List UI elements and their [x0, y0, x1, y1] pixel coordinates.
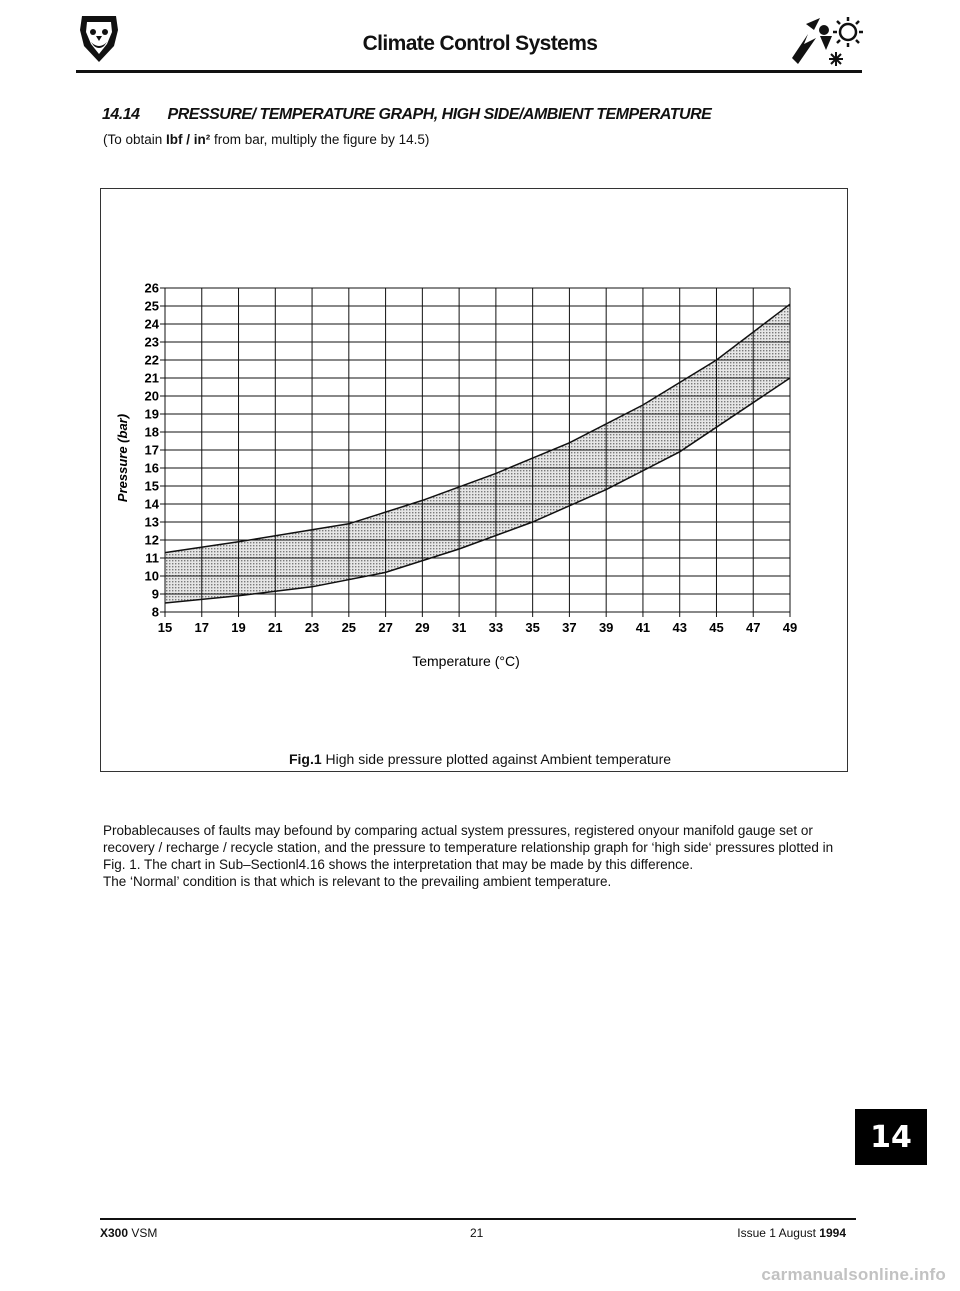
y-tick-label: 17	[144, 442, 159, 458]
pressure-temperature-chart	[100, 188, 848, 772]
y-tick-label: 9	[151, 586, 159, 602]
y-tick-label: 13	[144, 514, 159, 530]
y-tick-label: 10	[144, 568, 159, 584]
x-tick-label: 15	[157, 620, 173, 635]
conversion-note-after: from bar, multiply the figure by 14.5)	[210, 132, 430, 147]
chapter-tab: 14	[855, 1109, 927, 1165]
x-tick-label: 21	[268, 620, 283, 635]
y-tick-label: 22	[144, 352, 159, 368]
x-tick-label: 47	[746, 620, 761, 635]
y-tick-label: 24	[144, 316, 159, 332]
header-rule	[76, 70, 862, 73]
figure-label: Fig.1	[288, 751, 322, 767]
y-tick-label: 15	[144, 478, 159, 494]
x-tick-label: 43	[672, 620, 687, 635]
x-tick-label: 27	[378, 620, 393, 635]
conversion-note-before: (To obtain	[103, 132, 167, 147]
x-tick-label: 23	[304, 620, 320, 635]
body-paragraph: The ‘Normal’ condition is that which is relevant to the prevailing ambient temperature.	[103, 874, 612, 889]
y-tick-label: 14	[144, 496, 159, 512]
conversion-note	[103, 132, 429, 147]
conversion-unit: Ibf / in²	[166, 132, 211, 147]
climate-symbol-icon	[786, 14, 866, 66]
page-header-title: Climate Control Systems	[362, 32, 598, 55]
x-tick-label: 37	[562, 620, 577, 635]
footer-issue-date: 1 August	[765, 1226, 820, 1240]
y-tick-label: 20	[144, 388, 159, 404]
page-number: 21	[470, 1226, 484, 1240]
x-tick-label: 33	[488, 620, 504, 635]
y-tick-label: 23	[144, 334, 159, 350]
footer-rule	[100, 1218, 856, 1220]
body-text	[103, 822, 853, 890]
y-tick-label: 21	[144, 370, 159, 386]
figure-caption-text: High side pressure plotted against Ambient temperature	[321, 751, 672, 767]
x-tick-label: 39	[598, 620, 614, 635]
y-tick-label: 18	[144, 424, 159, 440]
body-paragraph: Probablecauses of faults may befound by comparing actual system pressures, registered onyour manifold gauge set or recovery / recharge / recycle station, and the pressure to temperature relationship graph for ‘high side‘ pressures plotted in Fig. 1. The chart in Sub–Sectionl4.16 shows the interpretation that may be made by this difference.	[103, 823, 834, 872]
footer-issue-prefix: Issue	[737, 1226, 766, 1240]
footer-issue	[737, 1226, 846, 1240]
footer-year: 1994	[819, 1226, 846, 1240]
x-tick-label: 45	[709, 620, 724, 635]
x-tick-label: 25	[341, 620, 357, 635]
x-tick-label: 17	[194, 620, 209, 635]
x-tick-label: 49	[782, 620, 798, 635]
x-tick-label: 31	[451, 620, 467, 635]
section-title: PRESSURE/ TEMPERATURE GRAPH, HIGH SIDE/AMBIENT TEMPERATURE	[167, 106, 712, 123]
x-tick-label: 19	[231, 620, 246, 635]
section-heading	[102, 106, 711, 124]
y-tick-label: 25	[144, 298, 159, 314]
section-number: 14.14	[102, 106, 140, 123]
figure-caption	[0, 751, 960, 767]
y-tick-label: 26	[144, 280, 159, 296]
footer-model	[100, 1226, 157, 1240]
footer-model-code: X300	[100, 1226, 129, 1240]
x-tick-label: 35	[525, 620, 540, 635]
watermark: carmanualsonline.info	[761, 1265, 946, 1284]
y-tick-label: 16	[144, 460, 159, 476]
x-axis-label: Temperature (°C)	[412, 653, 520, 669]
y-axis-label: Pressure (bar)	[115, 413, 130, 503]
y-tick-label: 12	[144, 532, 159, 548]
x-tick-label: 41	[635, 620, 651, 635]
y-tick-label: 11	[145, 550, 159, 566]
footer-doc: VSM	[128, 1226, 158, 1240]
y-tick-label: 8	[151, 604, 159, 620]
y-tick-label: 19	[144, 406, 159, 422]
x-tick-label: 29	[415, 620, 430, 635]
